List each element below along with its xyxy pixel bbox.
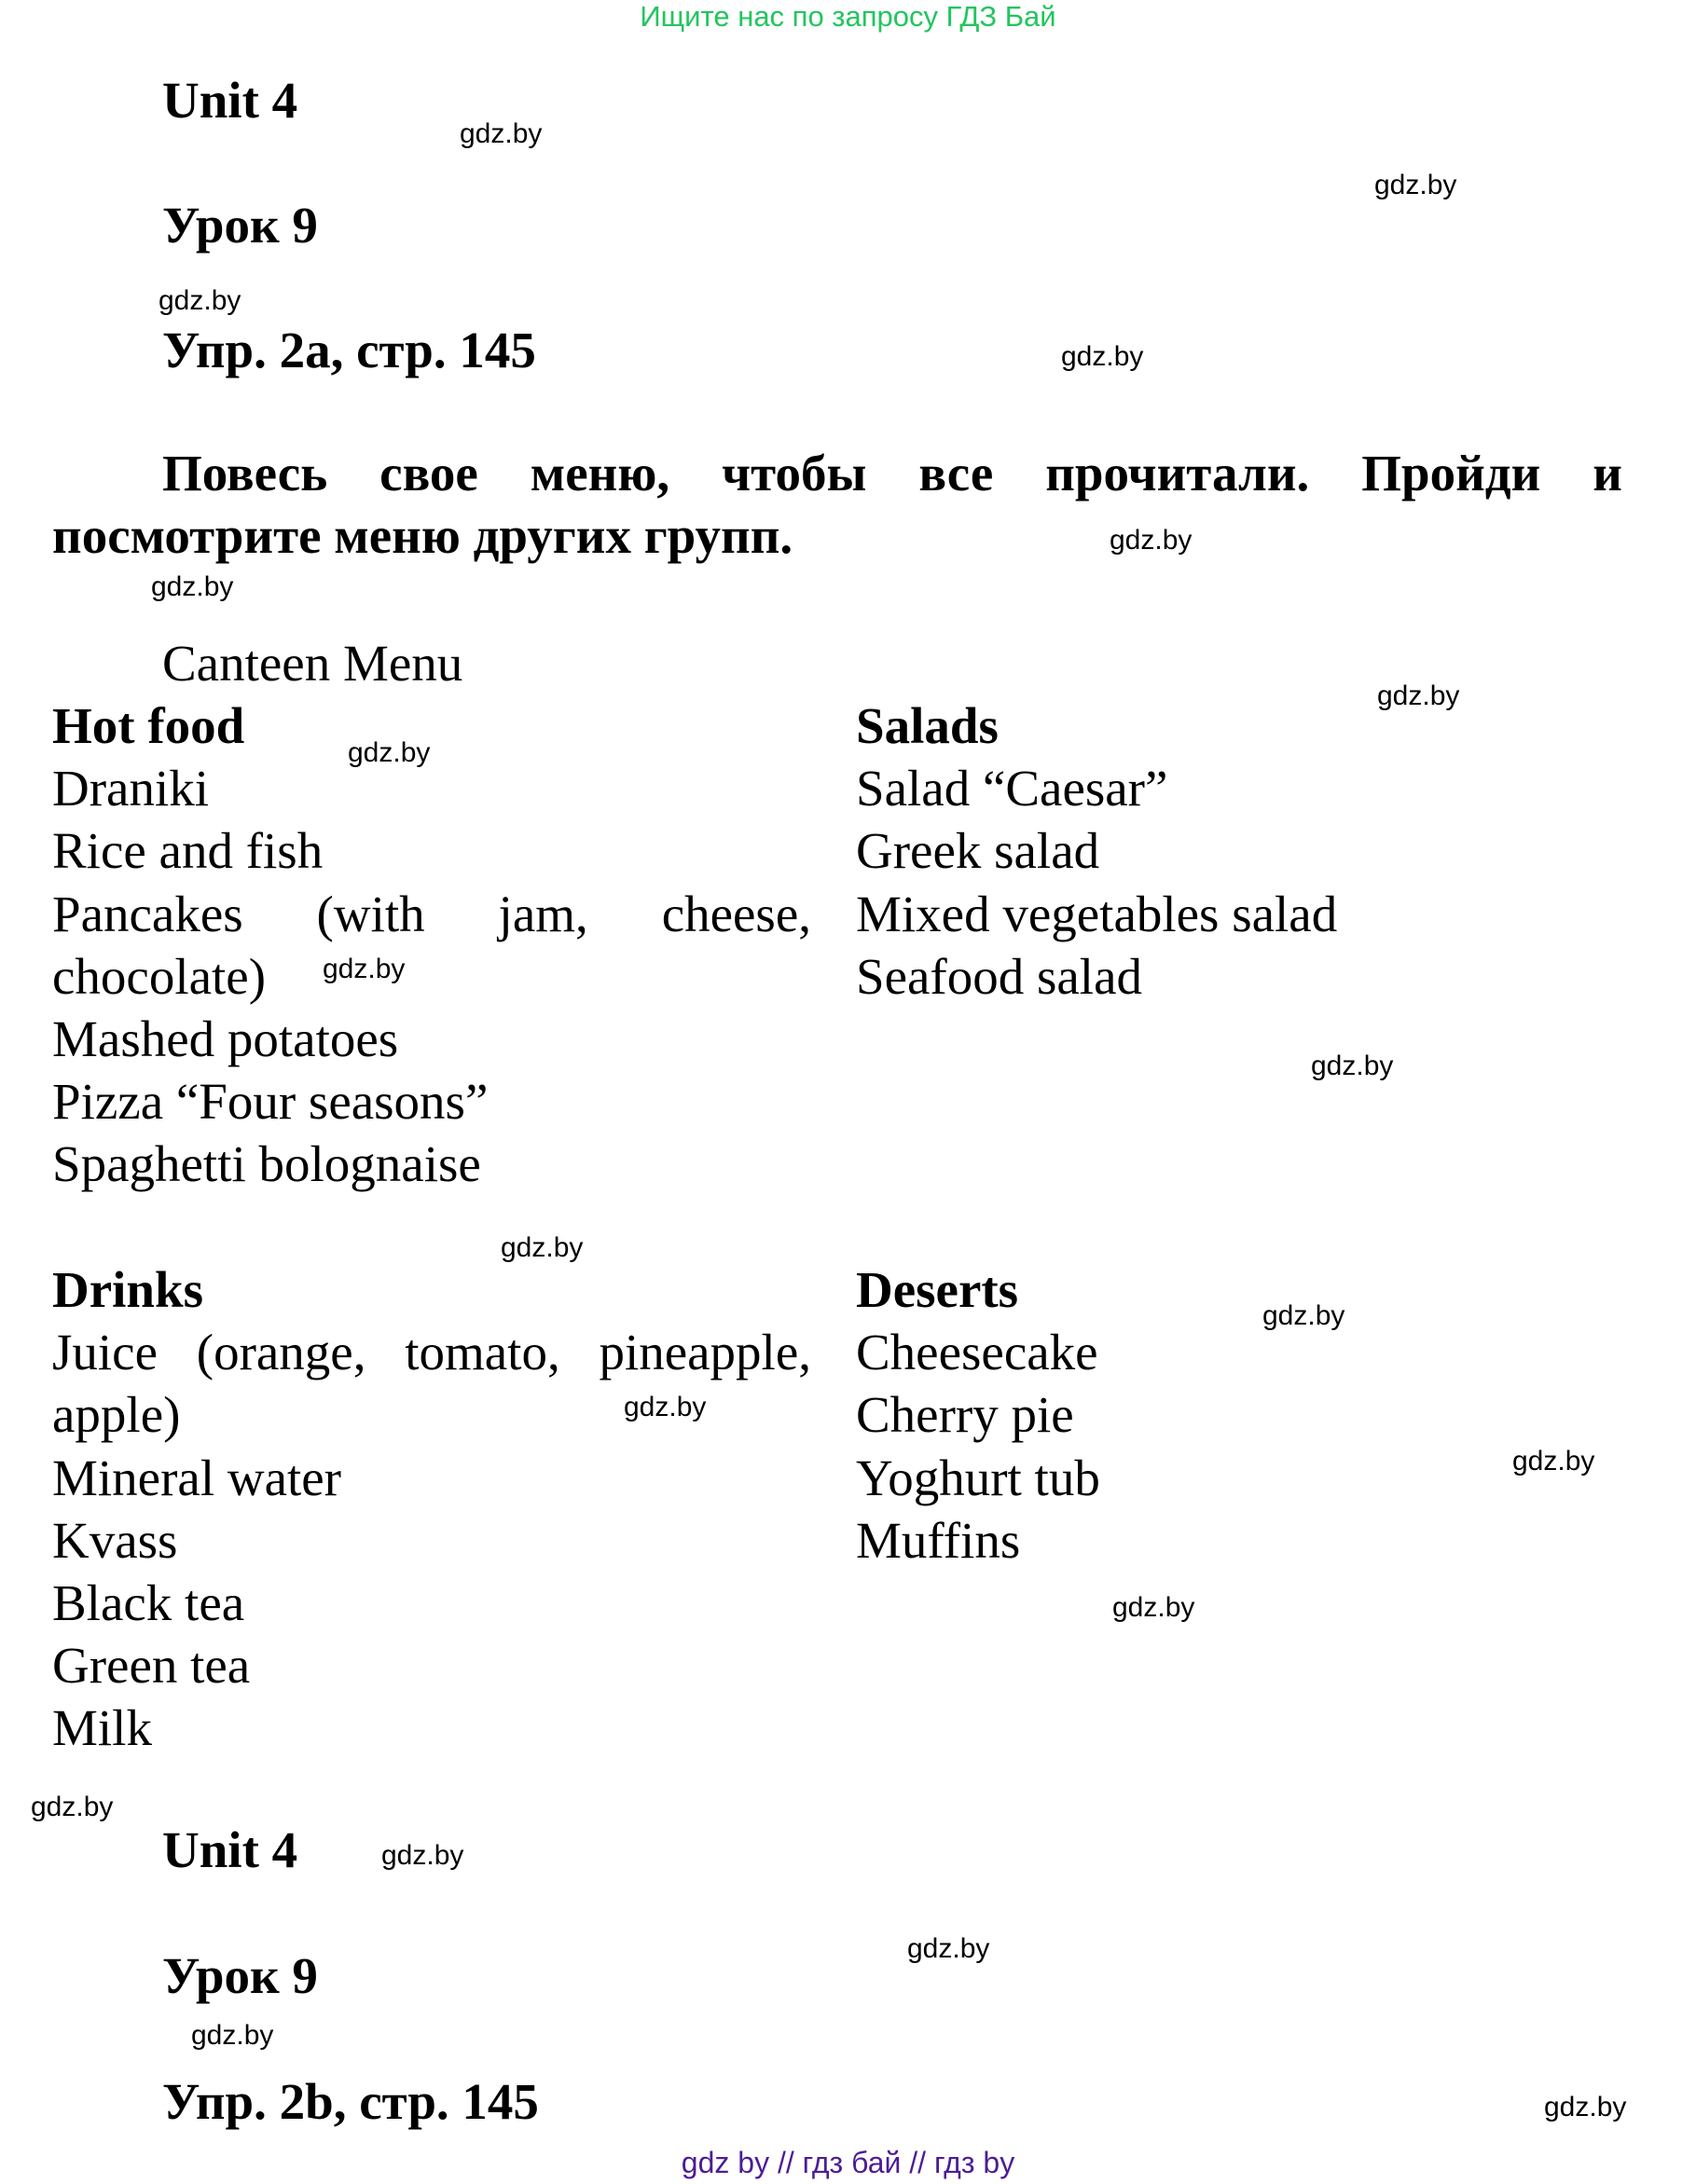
exercise-title: Упр. 2a, стр. 145 [162, 322, 536, 378]
exercise-title-2: Упр. 2b, стр. 145 [162, 2073, 539, 2130]
menu-item: Cherry pie [856, 1386, 1074, 1444]
watermark: gdz.by [1110, 525, 1193, 556]
menu-item: Milk [52, 1699, 152, 1757]
site-banner: Ищите нас по запросу ГДЗ Бай [640, 0, 1056, 33]
menu-item: Salad “Caesar” [856, 760, 1168, 817]
task-line-2: посмотрите меню других групп. [52, 507, 793, 564]
watermark: gdz.by [191, 2020, 274, 2051]
menu-item: Cheesecake [856, 1324, 1098, 1381]
menu-item: Black tea [52, 1574, 245, 1632]
unit-title-2: Unit 4 [162, 1821, 298, 1878]
menu-item: Juice (orange, tomato, pineapple, [52, 1324, 811, 1381]
hot-food-heading: Hot food [52, 697, 245, 754]
watermark: gdz.by [348, 737, 431, 768]
watermark: gdz.by [1311, 1051, 1394, 1081]
lesson-title-2: Урок 9 [162, 1947, 318, 2004]
watermark: gdz.by [31, 1792, 114, 1822]
menu-item: Green tea [52, 1637, 251, 1695]
menu-item: Kvass [52, 1511, 178, 1569]
watermark: gdz.by [907, 1933, 990, 1964]
menu-item: Spaghetti bolognaise [52, 1135, 481, 1193]
menu-item: Pancakes (with jam, cheese, [52, 885, 811, 942]
watermark: gdz.by [159, 285, 241, 316]
watermark: gdz.by [1061, 341, 1144, 372]
menu-item: Greek salad [856, 822, 1100, 880]
salads-section [856, 694, 1602, 1008]
watermark: gdz.by [151, 571, 234, 602]
hot-food-section [52, 694, 811, 1196]
watermark: gdz.by [1544, 2092, 1627, 2122]
watermark: gdz.by [323, 954, 406, 984]
menu-item: Mashed potatoes [52, 1010, 399, 1068]
menu-item: Seafood salad [856, 947, 1142, 1005]
lesson-title: Урок 9 [162, 197, 318, 254]
menu-item: Pizza “Four seasons” [52, 1073, 489, 1131]
menu-item: Rice and fish [52, 822, 324, 880]
menu-item: chocolate) [52, 947, 267, 1005]
salads-heading: Salads [856, 697, 999, 754]
watermark: gdz.by [1112, 1592, 1195, 1623]
watermark: gdz.by [460, 118, 543, 149]
footer-links: gdz by // гдз бай // гдз by [681, 2146, 1015, 2179]
watermark: gdz.by [1377, 680, 1460, 711]
drinks-heading: Drinks [52, 1261, 203, 1318]
menu-title: Canteen Menu [162, 635, 463, 692]
menu-item: Mineral water [52, 1449, 341, 1506]
menu-item: apple) [52, 1386, 181, 1444]
deserts-heading: Deserts [856, 1261, 1019, 1318]
watermark: gdz.by [501, 1232, 584, 1263]
menu-item: Mixed vegetables salad [856, 885, 1338, 942]
watermark: gdz.by [1262, 1300, 1345, 1331]
menu-item: Yoghurt tub [856, 1449, 1100, 1506]
task-line-1: Повесь свое меню, чтобы все прочитали. Пройди и [162, 445, 1622, 501]
watermark: gdz.by [1374, 170, 1457, 200]
task-text [52, 442, 1622, 567]
deserts-section [856, 1258, 1602, 1572]
menu-item: Muffins [856, 1511, 1021, 1569]
watermark: gdz.by [381, 1840, 464, 1871]
drinks-section [52, 1258, 811, 1760]
menu-item: Draniki [52, 760, 210, 817]
unit-title: Unit 4 [162, 72, 298, 129]
watermark: gdz.by [624, 1392, 707, 1422]
watermark: gdz.by [1512, 1446, 1595, 1477]
